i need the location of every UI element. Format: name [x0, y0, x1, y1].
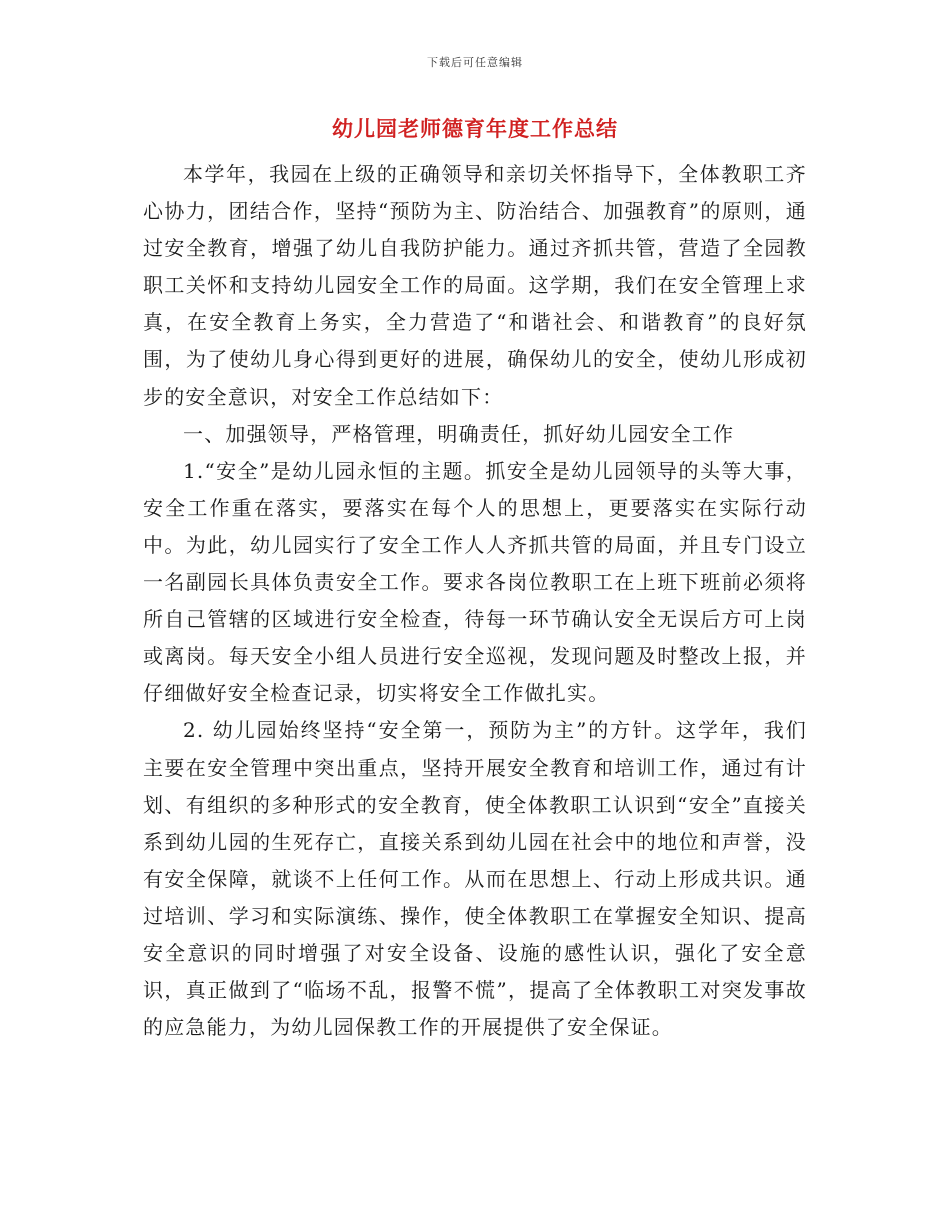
document-body [143, 156, 807, 1046]
paragraph-intro: 本学年，我园在上级的正确领导和亲切关怀指导下，全体教职工齐心协力，团结合作，坚持“预防为主、防治结合、加强教育”的原则，通过安全教育，增强了幼儿自我防护能力。通过齐抓共管，营造了全园教职工关怀和支持幼儿园安全工作的局面。这学期，我们在安全管理上求真，在安全教育上务实，全力营造了“和谐社会、和谐教育”的良好氛围，为了使幼儿身心得到更好的进展，确保幼儿的安全，使幼儿形成初步的安全意识，对安全工作总结如下： [143, 162, 807, 409]
paragraph-section-heading: 一、加强领导，严格管理，明确责任，抓好幼儿园安全工作 [183, 421, 735, 446]
paragraph-point-2: 2. 幼儿园始终坚持“安全第一，预防为主”的方针。这学年，我们主要在安全管理中突出重点，坚持开展安全教育和培训工作，通过有计划、有组织的多种形式的安全教育，使全体教职工认识到“安全”直接关系到幼儿园的生死存亡，直接关系到幼儿园在社会中的地位和声誉，没有安全保障，就谈不上任何工作。从而在思想上、行动上形成共识。通过培训、学习和实际演练、操作，使全体教职工在掌握安全知识、提高安全意识的同时增强了对安全设备、设施的感性认识，强化了安全意识，真正做到了“临场不乱，报警不慌”，提高了全体教职工对突发事故的应急能力，为幼儿园保教工作的开展提供了安全保证。 [143, 718, 807, 1040]
header-note: 下载后可任意编辑 [427, 56, 523, 69]
document-title: 幼儿园老师德育年度工作总结 [332, 116, 618, 141]
paragraph-point-1: 1.“安全”是幼儿园永恒的主题。抓安全是幼儿园领导的头等大事，安全工作重在落实，要落实在每个人的思想上，更要落实在实际行动中。为此，幼儿园实行了安全工作人人齐抓共管的局面，并且专门设立一名副园长具体负责安全工作。要求各岗位教职工在上班下班前必须将所自己管辖的区域进行安全检查，待每一环节确认安全无误后方可上岗或离岗。每天安全小组人员进行安全巡视，发现问题及时整改上报，并仔细做好安全检查记录，切实将安全工作做扎实。 [143, 458, 807, 706]
